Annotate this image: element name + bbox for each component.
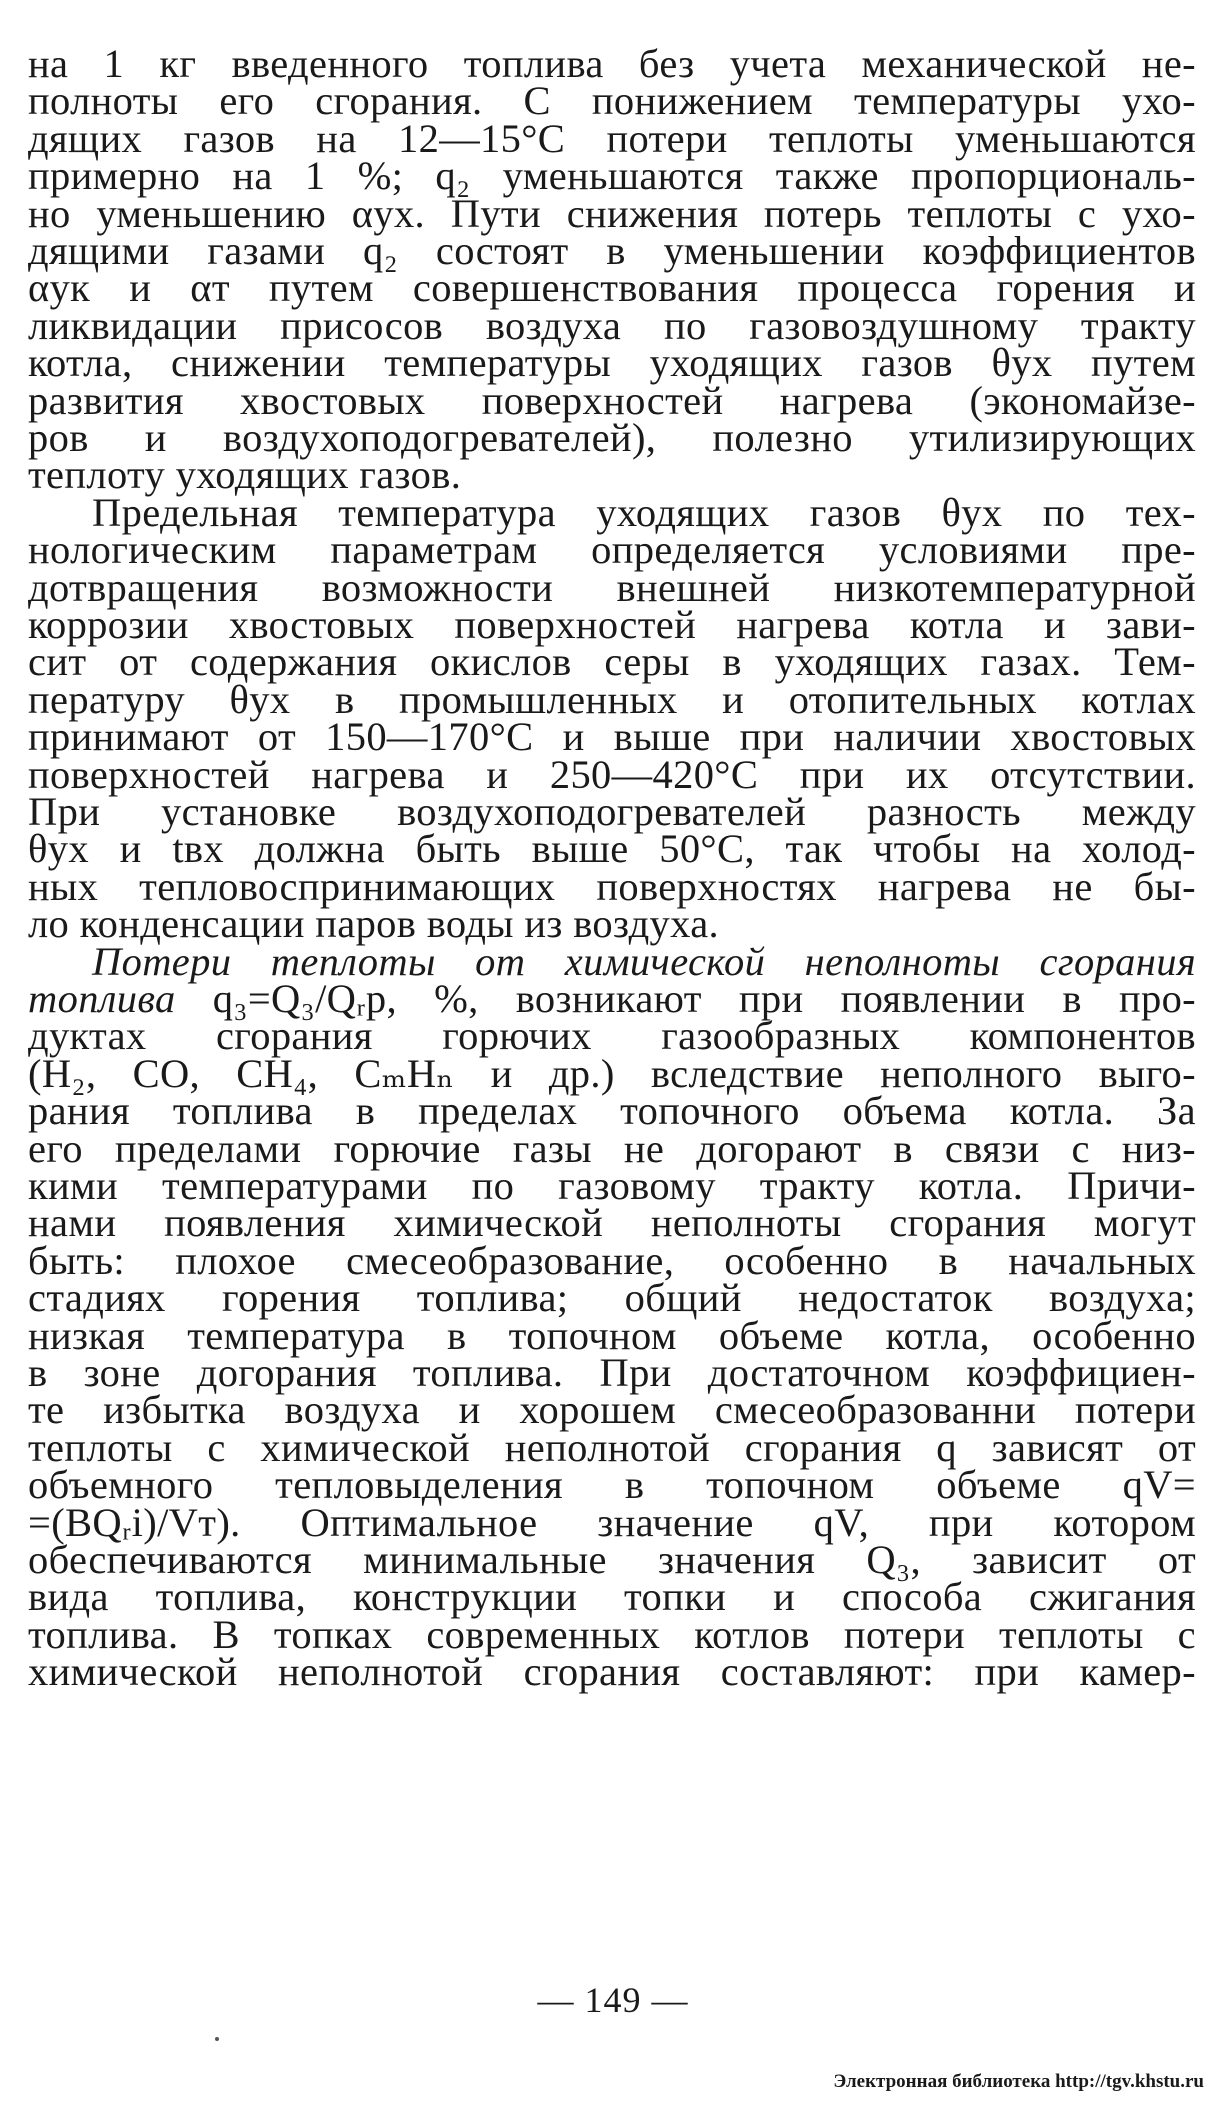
text-line: теплоты с химической неполнотой сгорания q зависят от: [28, 1424, 1196, 1470]
text-line: θух и tвх должна быть выше 50°С, так чтобы на холод-: [28, 826, 1196, 872]
text-line: принимают от 150—170°С и выше при наличии хвостовых: [28, 714, 1196, 760]
page-number: — 149 —: [537, 1980, 689, 2020]
text-line: кими температурами по газовому тракту котла. Причи-: [28, 1163, 1196, 1208]
text-line: теплоту уходящих газов.: [28, 452, 462, 498]
text-line: обеспечиваются минимальные значения Q₃, зависит от: [28, 1537, 1196, 1582]
text-line: примерно на 1 %; q₂ уменьшаются также пропорциональ-: [28, 153, 1196, 199]
text-run: q₃=Q₃/Qᵣр, %, возникают при появлении в про-: [212, 976, 1196, 1021]
italic-run: топлива: [28, 976, 213, 1021]
text-line: низкая температура в топочном объеме котла, особенно: [28, 1312, 1196, 1358]
text-line: стадиях горения топлива; общий недостаток воздуха;: [28, 1275, 1196, 1321]
text-line: топлива. В топках современных котлов потери теплоты с: [28, 1611, 1196, 1657]
text-line: дящих газов на 12—15°С потери теплоты уменьшаются: [28, 115, 1196, 161]
text-line: коррозии хвостовых поверхностей нагрева котла и зави-: [28, 602, 1196, 647]
text-line: его пределами горючие газы не догорают в связи с низ-: [28, 1125, 1196, 1171]
text-line: =(BQᵣi)/Vт). Оптимальное значение qV, при котором: [28, 1499, 1196, 1545]
text-line: быть: плохое смесеобразование, особенно в начальных: [28, 1237, 1196, 1283]
text-line: в зоне догорания топлива. При достаточном коэффициен-: [28, 1350, 1196, 1395]
print-speck: [215, 2037, 219, 2041]
text-line: ных тепловоспринимающих поверхностях нагрева не бы-: [28, 863, 1196, 909]
text-line: пературу θух в промышленных и отопительных котлах: [28, 676, 1196, 722]
text-line: поверхностей нагрева и 250—420°С при их отсутствии.: [28, 751, 1196, 797]
text-line: котла, снижении температуры уходящих газов θух путем: [28, 340, 1196, 386]
text-line: полноты его сгорания. С понижением температуры ухо-: [28, 78, 1196, 124]
text-line: ров и воздухоподогревателей), полезно утилизирующих: [28, 415, 1196, 460]
text-line: ло конденсации паров воды из воздуха.: [28, 901, 720, 947]
text-line: Потери теплоты от химической неполноты сгорания: [92, 938, 1196, 984]
text-line: αук и αт путем совершенствования процесса горения и: [28, 265, 1196, 311]
text-line: дящими газами q₂ состоят в уменьшении коэффициентов: [28, 228, 1196, 273]
text-line: (H₂, CO, CH₄, CₘHₙ и др.) вследствие неполного выго-: [28, 1050, 1196, 1096]
text-line: на 1 кг введенного топлива без учета механической не-: [28, 41, 1196, 86]
text-line: развития хвостовых поверхностей нагрева (экономайзе-: [28, 377, 1196, 423]
text-line: нологическим параметрам определяется условиями пре-: [28, 527, 1196, 573]
text-line: При установке воздухоподогревателей разность между: [28, 789, 1196, 834]
text-line: вида топлива, конструкции топки и способа сжигания: [28, 1574, 1196, 1620]
text-line: объемного тепловыделения в топочном объеме qV=: [28, 1462, 1196, 1508]
text-line: сит от содержания окислов серы в уходящих газах. Тем-: [28, 639, 1196, 685]
text-line: дотвращения возможности внешней низкотемпературной: [28, 564, 1196, 610]
text-line: дуктах сгорания горючих газообразных компонентов: [28, 1013, 1196, 1059]
text-line: нами появления химической неполноты сгорания могут: [28, 1200, 1196, 1246]
text-line: рания топлива в пределах топочного объема котла. За: [28, 1088, 1196, 1134]
text-line: те избытка воздуха и хорошем смесеобразованни потери: [28, 1387, 1196, 1433]
text-line: ликвидации присосов воздуха по газовоздушному тракту: [28, 302, 1196, 348]
text-line: химической неполнотой сгорания составляют: при камер-: [28, 1649, 1196, 1695]
text-line: Предельная температура уходящих газов θух по тех-: [92, 489, 1196, 535]
text-line: но уменьшению αух. Пути снижения потерь теплоты с ухо-: [28, 190, 1196, 236]
library-footer: Электронная библиотека http://tgv.khstu.ru: [833, 2071, 1204, 2092]
